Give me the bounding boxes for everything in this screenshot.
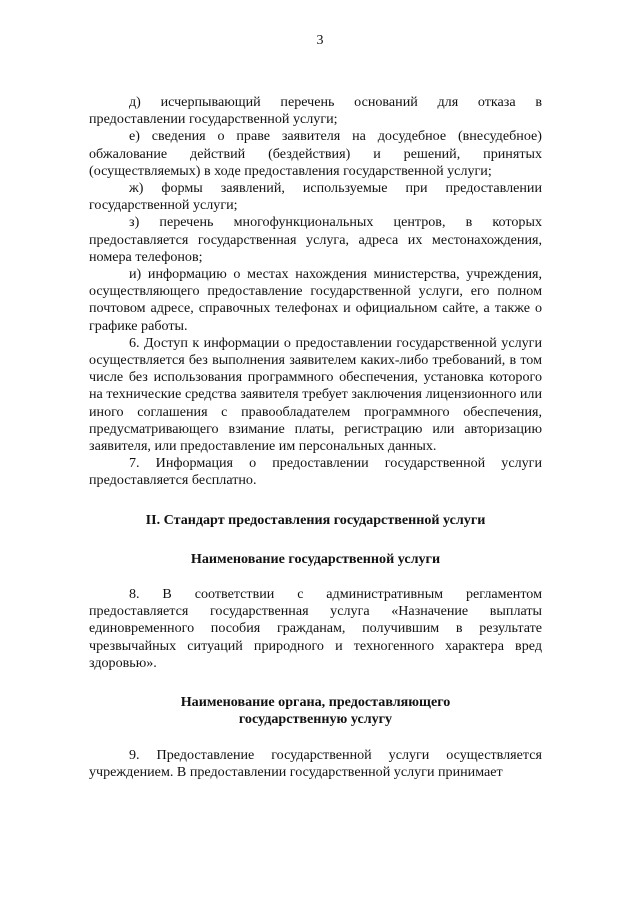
document-body bbox=[89, 94, 542, 781]
paragraph-item-z: з) перечень многофункциональных центров, в которых предоставляется государственная услуга, адреса их местонахождения, номера телефонов; bbox=[89, 214, 542, 265]
paragraph-6: 6. Доступ к информации о предоставлении государственной услуги осуществляется без выполнения заявителем каких-либо требований, в том числе без использования программного обеспечения, установка которого на технические средства заявителя требует заключения лицензионного или иного соглашения с правообладателем программного обеспечения, предусматривающего взимание платы, регистрацию или авторизацию заявителя, или предоставление им персональных данных. bbox=[89, 334, 542, 455]
paragraph-7: 7. Информация о предоставлении государственной услуги предоставляется бесплатно. bbox=[89, 455, 542, 489]
subheading-service-name: Наименование государственной услуги bbox=[190, 550, 441, 567]
page-number: 3 bbox=[316, 33, 324, 48]
paragraph-item-zh: ж) формы заявлений, используемые при предоставлении государственной услуги; bbox=[89, 180, 542, 214]
paragraph-8: 8. В соответствии с административным регламентом предоставляется государственная услуга «Назначение выплаты единовременного пособия гражданам, получившим в результате чрезвычайных ситуаций природного и техногенного характера вред здоровью». bbox=[89, 586, 542, 671]
paragraph-item-d: д) исчерпывающий перечень оснований для отказа в предоставлении государственной услуги; bbox=[89, 94, 542, 128]
subheading-organ-name bbox=[89, 694, 542, 728]
paragraph-item-e: е) сведения о праве заявителя на досудебное (внесудебное) обжалование действий (бездействия) и решений, принятых (осуществляемых) в ходе предоставления государственной услуги; bbox=[89, 128, 542, 179]
section-heading: II. Стандарт предоставления государственной услуги bbox=[145, 511, 486, 528]
paragraph-item-i: и) информацию о местах нахождения министерства, учреждения, осуществляющего предоставление государственной услуги, его полном почтовом адресе, справочных телефонах и официальном сайте, а также о графике работы. bbox=[89, 266, 542, 334]
subheading-organ-name-line-2: государственную услугу bbox=[238, 711, 393, 728]
subheading-organ-name-line-1: Наименование органа, предоставляющего bbox=[180, 694, 451, 711]
paragraph-9: 9. Предоставление государственной услуги осуществляется учреждением. В предоставлении государственной услуги принимает bbox=[89, 746, 542, 780]
